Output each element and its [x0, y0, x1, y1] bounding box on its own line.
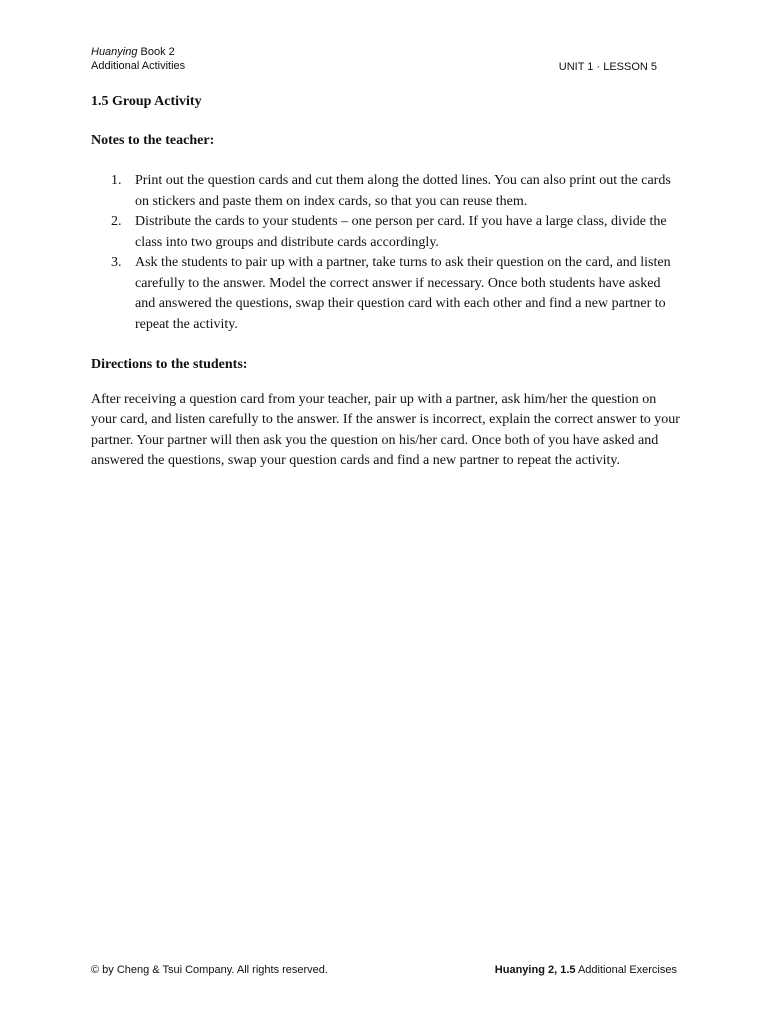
- notes-heading: Notes to the teacher:: [91, 132, 215, 148]
- list-item: [91, 253, 680, 335]
- header-subtitle: Additional Activities: [91, 60, 186, 72]
- list-item-text: Distribute the cards to your students – one person per card. If you have a large class, divide the class into two groups and distribute cards accordingly.: [135, 214, 667, 250]
- footer-copyright: © by Cheng & Tsui Company. All rights reserved.: [91, 964, 328, 976]
- document-body: [91, 92, 691, 472]
- header-book-number: Book 2: [137, 46, 175, 58]
- footer-reference-title: Huanying 2, 1.5: [494, 964, 576, 976]
- list-item-number: 1.: [111, 173, 122, 188]
- header-book-name: Huanying: [91, 46, 138, 58]
- footer-reference: [495, 963, 677, 977]
- header-unit-lesson: UNIT 1 · LESSON 5: [558, 61, 657, 73]
- notes-list: [91, 171, 691, 335]
- list-item: [91, 171, 680, 212]
- list-item-number: 3.: [111, 255, 122, 270]
- header-book-info: [91, 45, 185, 73]
- header-book-title: [91, 45, 185, 59]
- footer-reference-label: Additional Exercises: [575, 964, 677, 976]
- list-item: [91, 212, 680, 253]
- list-item-number: 2.: [111, 214, 122, 229]
- directions-heading: Directions to the students:: [91, 357, 248, 372]
- list-item-text: Ask the students to pair up with a partner, take turns to ask their question on the card, and listen carefully to the answer. Model the correct answer if necessary. Once both students have asked and answered the questions, swap their question card with each other and find a new partner to repeat the activity.: [135, 255, 671, 332]
- section-title: 1.5 Group Activity: [91, 94, 202, 109]
- list-item-text: Print out the question cards and cut them along the dotted lines. You can also print out the cards on stickers and paste them on index cards, so that you can reuse them.: [135, 173, 671, 209]
- directions-text: After receiving a question card from your teacher, pair up with a partner, ask him/her the question on your card, and listen carefully to the answer. If the answer is incorrect, explain the correct answer to your partner. Your partner will then ask you the question on his/her card. Once both of you have asked and answered the questions, swap your question cards and find a new partner to repeat the activity.: [91, 391, 680, 468]
